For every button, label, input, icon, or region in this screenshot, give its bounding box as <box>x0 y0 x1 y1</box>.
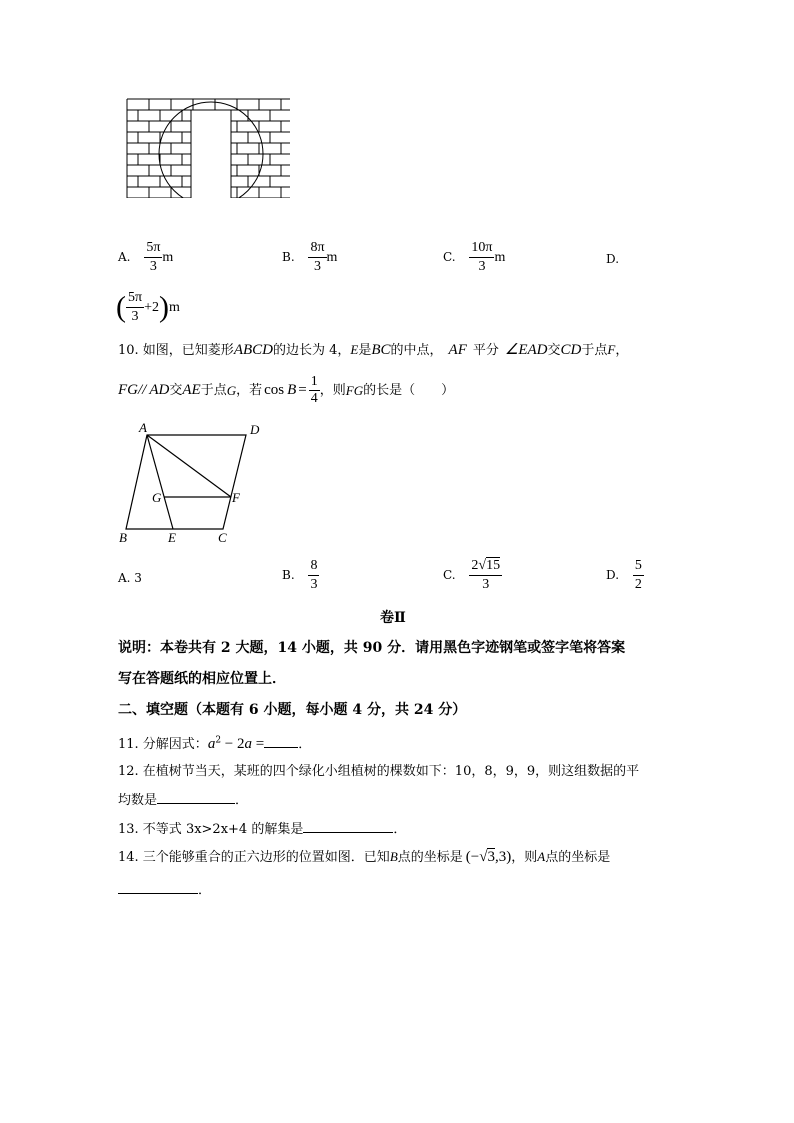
q11-text: 11. 分解因式： <box>118 737 208 752</box>
q14-line2 <box>118 881 211 897</box>
coefficient: 2 <box>471 558 479 573</box>
q10-choice-d[interactable] <box>606 558 644 593</box>
cos-func: cos <box>264 381 285 398</box>
q14-text: 14. 三个能够重合的正六边形的位置如图．已知 <box>118 850 390 865</box>
var-f: F <box>607 342 616 357</box>
q10-text: 是 <box>358 343 372 358</box>
fraction <box>469 240 494 275</box>
sqrt-icon: √ <box>478 558 487 573</box>
radicand: 15 <box>486 558 501 573</box>
segment-ae <box>147 435 173 529</box>
parallel-sign: // <box>138 381 147 398</box>
brick-arch-figure <box>125 98 295 198</box>
sqrt-icon: √ <box>479 849 488 865</box>
var-e: E <box>350 342 359 357</box>
choice-letter: D. <box>606 252 620 266</box>
section-title: 卷Ⅱ <box>380 610 406 626</box>
var-angle-ead: ∠EAD <box>504 342 548 358</box>
numerator: 8 <box>308 558 319 576</box>
fraction <box>144 240 162 275</box>
choice-text: A. 3 <box>118 571 142 585</box>
numerator: 5π <box>126 290 144 308</box>
unit: m <box>494 250 506 265</box>
q14-text: 点的坐标是 <box>545 850 611 865</box>
rhombus-figure <box>112 418 272 548</box>
var-a: a <box>207 736 216 752</box>
q12-line2 <box>118 791 248 807</box>
q10-text: 10. 如图，已知菱形 <box>118 343 234 358</box>
q10-choice-b[interactable] <box>282 558 319 593</box>
q10-choice-c[interactable] <box>443 558 502 593</box>
section-note-line2: 写在答题纸的相应位置上． <box>118 671 286 687</box>
minus-term: − 2 <box>221 736 245 752</box>
part-heading: 二、填空题（本题有 6 小题，每小题 4 分，共 24 分） <box>118 702 467 718</box>
q10-text: 交 <box>547 343 561 358</box>
denominator: 3 <box>310 577 318 592</box>
q13 <box>118 820 406 836</box>
fraction <box>308 240 326 275</box>
var-a: a <box>244 736 253 752</box>
exponent: 2 <box>215 735 222 746</box>
q10-text: 的中点， <box>390 343 443 358</box>
equals-sign: = <box>298 381 307 398</box>
q10-text: 于点 <box>200 382 227 398</box>
answer-blank[interactable] <box>157 791 235 804</box>
q10-text: 于点 <box>581 343 608 358</box>
q14-text: ，则 <box>511 850 538 865</box>
door-opening <box>191 110 231 198</box>
section-note-line1: 说明：本卷共有 2 大题，14 小题，共 90 分．请用黑色字迹钢笔或签字笔将答案 <box>118 640 626 656</box>
coordinate-b <box>466 849 511 865</box>
q9-choice-b[interactable] <box>282 240 337 275</box>
period: ． <box>235 793 249 808</box>
label-e: E <box>168 530 176 545</box>
q10-text: ，则 <box>319 382 346 398</box>
choice-letter: D. <box>606 568 620 582</box>
unit: m <box>326 250 338 265</box>
choice-letter: B. <box>282 568 295 582</box>
q10-text: ，若 <box>236 382 263 398</box>
plus-term: +2 <box>144 300 159 315</box>
q10-text: 交 <box>169 382 183 398</box>
coord-open: (− <box>465 849 480 865</box>
period: ． <box>393 822 407 837</box>
q10-line2 <box>118 373 454 407</box>
radicand: 3 <box>487 849 495 865</box>
var-ad: AD <box>149 381 170 398</box>
label-g: G <box>152 490 162 505</box>
q9-choice-d-letter[interactable] <box>606 252 619 266</box>
answer-blank[interactable] <box>118 881 198 894</box>
label-f: F <box>232 490 240 505</box>
period: ． <box>198 883 212 898</box>
q9-choice-c[interactable] <box>443 240 505 275</box>
q9-choice-d[interactable] <box>116 290 180 325</box>
fraction <box>308 558 319 593</box>
q10-text: 平分 <box>472 343 499 358</box>
q10-text: 的长是（ ） <box>363 382 455 398</box>
choice-letter: C. <box>443 250 456 264</box>
choice-letter: B. <box>282 250 295 264</box>
fraction <box>469 558 502 593</box>
label-a: A <box>139 420 147 435</box>
label-b: B <box>119 530 127 545</box>
q12-line1: 12. 在植树节当天，某班的四个绿化小组植树的棵数如下：10，8，9，9，则这组数据的平 <box>118 764 640 779</box>
numerator: 1 <box>310 373 318 389</box>
var-af: AF <box>448 342 467 358</box>
q10-text: ， <box>615 343 629 358</box>
var-b: B <box>287 381 297 398</box>
denominator: 3 <box>131 309 139 324</box>
unit: m <box>168 300 180 315</box>
left-paren: ( <box>116 290 126 324</box>
numerator: 10π <box>469 240 494 258</box>
var-a: A <box>537 849 546 864</box>
coord-close: ,3) <box>494 849 512 865</box>
denominator: 3 <box>314 259 321 274</box>
var-bc: BC <box>371 342 391 358</box>
q12-text: 均数是 <box>118 793 158 808</box>
var-fg: FG <box>345 382 364 398</box>
q13-text: 13. 不等式 3x>2x+4 的解集是 <box>118 822 304 837</box>
var-g: G <box>226 382 237 398</box>
answer-blank[interactable] <box>264 735 298 748</box>
var-abcd: ABCD <box>233 342 273 358</box>
choice-letter: A. <box>118 250 131 264</box>
fraction-one-quarter <box>309 375 320 406</box>
var-ae: AE <box>182 381 201 398</box>
choice-letter: C. <box>443 568 456 582</box>
denominator: 3 <box>478 259 486 274</box>
right-paren: ) <box>158 290 169 324</box>
q11 <box>118 735 311 752</box>
numerator: 5π <box>144 240 162 258</box>
q10-line1 <box>118 343 628 358</box>
denominator: 4 <box>310 390 318 406</box>
denominator: 3 <box>149 259 157 274</box>
numerator: 5 <box>633 558 644 576</box>
denominator: 2 <box>634 577 642 592</box>
numerator: 8π <box>308 240 326 258</box>
var-cd: CD <box>560 342 582 358</box>
numerator <box>469 558 502 576</box>
fraction <box>126 290 144 325</box>
fraction <box>633 558 644 593</box>
period: ． <box>298 737 312 752</box>
q10-choice-a[interactable] <box>118 571 142 585</box>
q14-line1 <box>118 850 610 865</box>
unit: m <box>162 250 174 265</box>
q10-text: 的边长为 4， <box>272 343 351 358</box>
rhombus-abcd <box>126 435 246 529</box>
q9-choice-a[interactable] <box>118 240 173 275</box>
label-c: C <box>218 530 227 545</box>
var-b: B <box>389 849 398 864</box>
segment-af <box>147 435 231 497</box>
label-d: D <box>250 422 260 437</box>
equals-sign: = <box>252 736 265 752</box>
q14-text: 点的坐标是 <box>397 850 463 865</box>
denominator: 3 <box>482 577 490 592</box>
answer-blank[interactable] <box>303 820 393 833</box>
var-fg: FG <box>118 381 138 398</box>
